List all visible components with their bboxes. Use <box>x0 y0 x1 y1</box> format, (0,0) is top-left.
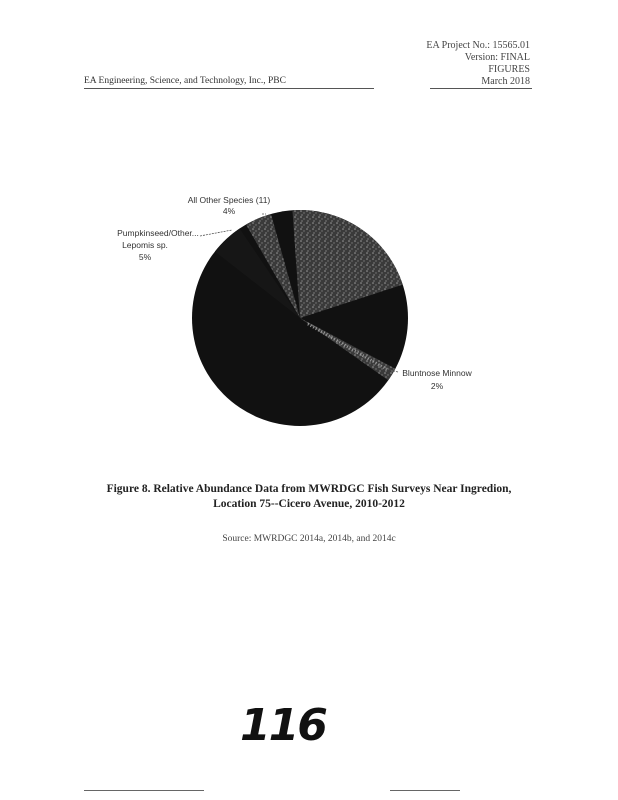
caption-line-1: Figure 8. Relative Abundance Data from MWRDGC Fish Surveys Near Ingredion, <box>106 483 512 495</box>
slice-label-pumpkinseed-line2: Lepomis sp. <box>122 240 168 250</box>
project-number: EA Project No.: 15565.01 <box>426 40 530 51</box>
scan-artifact-line <box>84 790 204 791</box>
figure-caption <box>0 482 618 512</box>
slice-pct-pumpkinseed: 5% <box>138 252 152 262</box>
section-label: FIGURES <box>488 64 530 75</box>
version: Version: FINAL <box>464 52 530 63</box>
caption-line-2: Location 75--Cicero Avenue, 2010-2012 <box>213 498 405 510</box>
slice-label-all-other-species: All Other Species (11) <box>187 195 271 205</box>
handwritten-page-number: 116 <box>240 700 326 751</box>
slice-label-bluntnose-minnow: Bluntnose Minnow <box>402 368 472 378</box>
slice-pct-all-other-species: 4% <box>222 206 236 216</box>
figure-source: Source: MWRDGC 2014a, 2014b, and 2014c <box>222 534 396 544</box>
company-name: EA Engineering, Science, and Technology, Inc., PBC <box>84 76 286 86</box>
scan-artifact-line <box>390 790 460 791</box>
report-date: March 2018 <box>481 76 530 87</box>
pie-leader-line <box>200 230 232 236</box>
slice-pct-bluntnose-minnow: 2% <box>430 381 444 391</box>
slice-label-pumpkinseed-line1: Pumpkinseed/Other... <box>117 228 199 238</box>
